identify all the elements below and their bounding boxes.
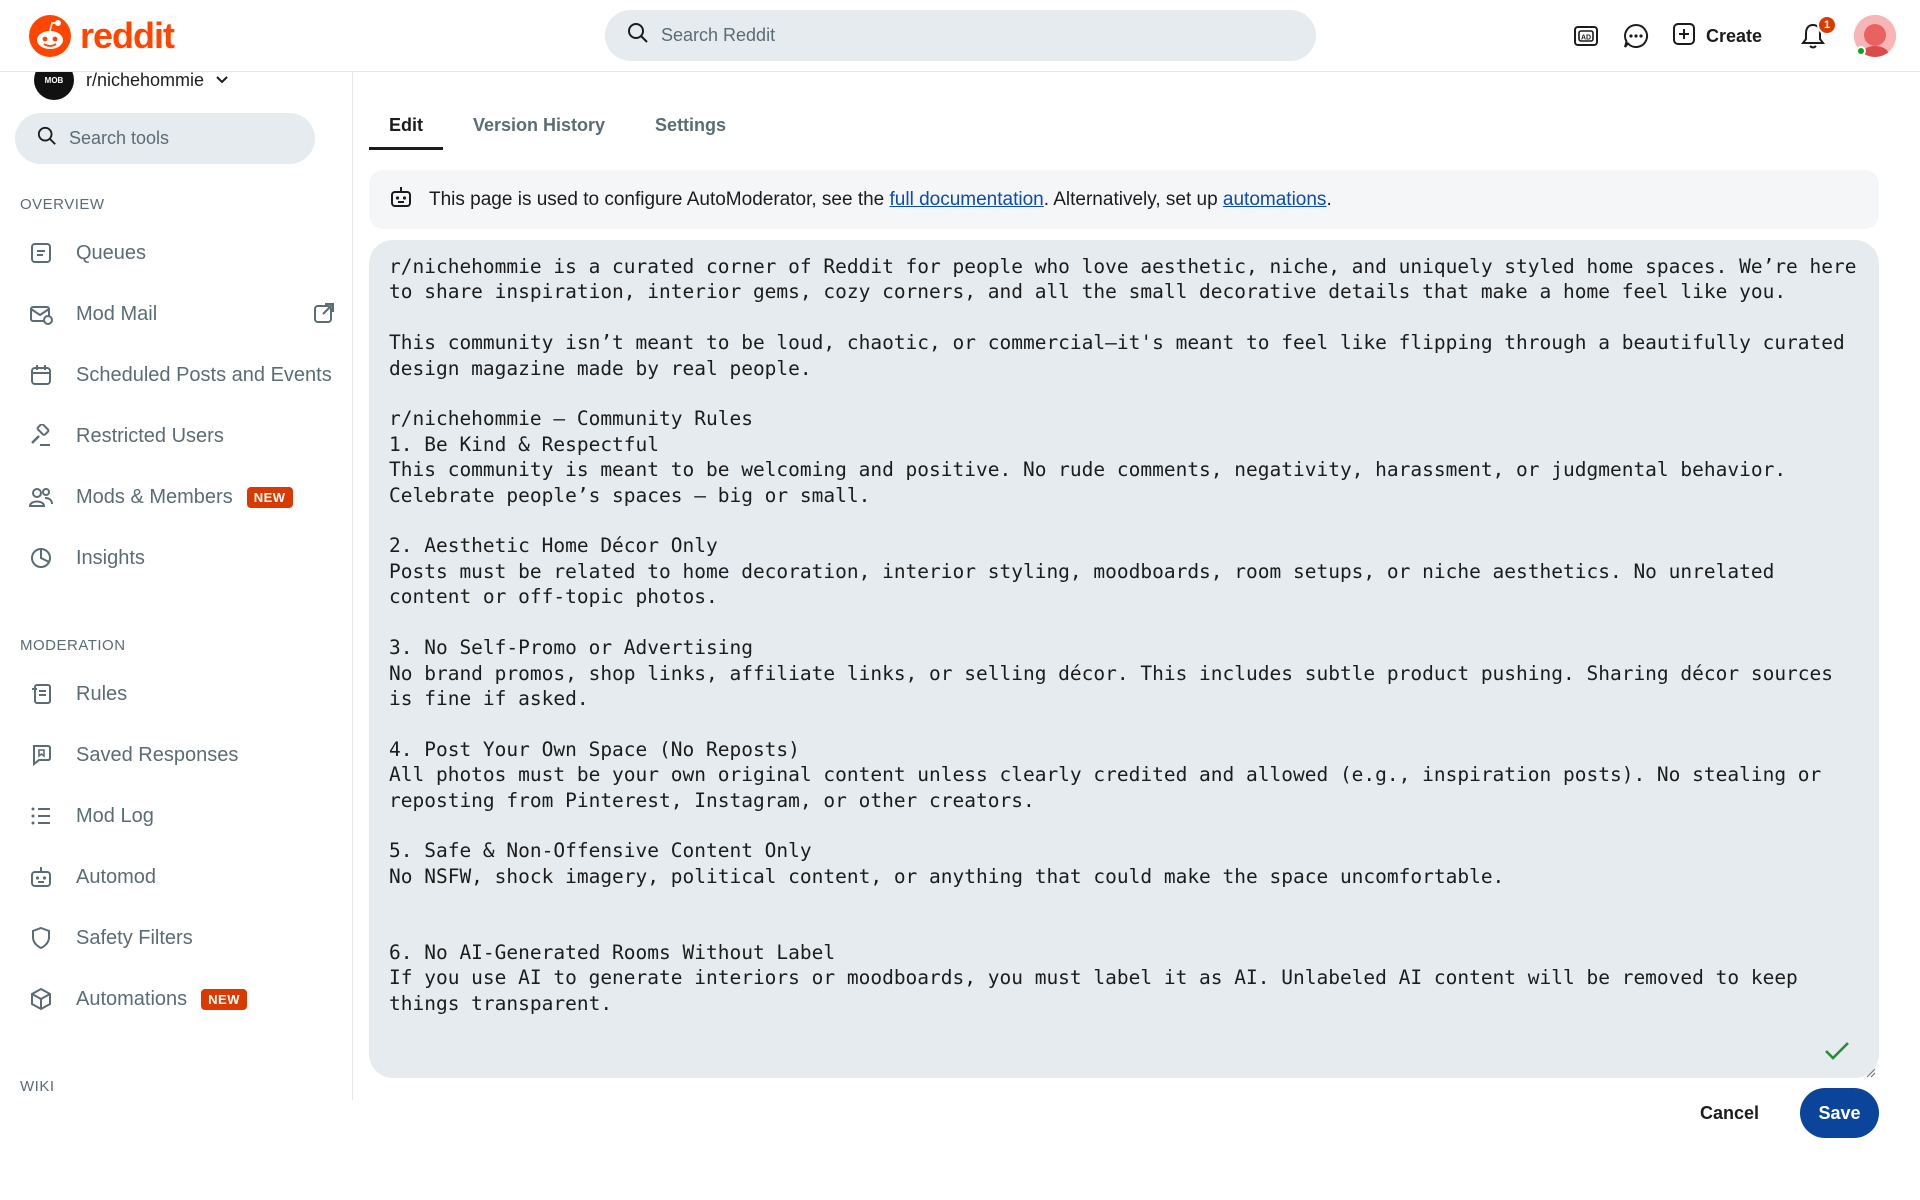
external-link-icon[interactable] [312, 301, 336, 331]
tools-search-input[interactable] [69, 128, 299, 149]
sidebar-item-safety-filters[interactable] [0, 912, 352, 964]
robot-icon [389, 185, 413, 215]
sidebar-item-mod-log[interactable] [0, 790, 352, 842]
sidebar-item-restricted-users[interactable] [0, 410, 352, 462]
plus-icon [1672, 22, 1696, 51]
sidebar-item-scheduled-posts[interactable] [0, 349, 352, 401]
chart-icon [28, 545, 54, 571]
search-icon [37, 126, 57, 151]
svg-text:AD: AD [1580, 34, 1592, 42]
advertise-icon[interactable] [1567, 17, 1605, 55]
section-title-wiki: WIKI [20, 1078, 55, 1095]
sidebar-item-label: Automations [76, 987, 188, 1010]
sidebar-item-label: Insights [76, 546, 145, 569]
members-icon [28, 484, 54, 510]
resize-handle-icon[interactable] [1866, 1065, 1876, 1083]
sidebar-item-mod-mail[interactable] [0, 288, 352, 340]
tab-settings[interactable]: Settings [655, 114, 727, 135]
shield-icon [28, 925, 54, 951]
saved-responses-icon [28, 742, 54, 768]
create-label: Create [1706, 25, 1763, 46]
sidebar-item-saved-responses[interactable] [0, 729, 352, 781]
automod-config-editor [369, 240, 1879, 1078]
snoo-icon [28, 14, 72, 58]
sidebar-item-label: Mods & Members [76, 485, 233, 508]
search-icon [627, 22, 649, 49]
online-status-dot [1856, 46, 1866, 56]
queue-icon [28, 240, 54, 266]
community-switcher[interactable] [34, 72, 228, 100]
tab-edit[interactable]: Edit [369, 100, 443, 150]
chevron-down-icon [216, 72, 228, 89]
calendar-icon [28, 362, 54, 388]
banner-text: This page is used to configure AutoModerator, see the full documentation. Alternatively, set up automations. [429, 188, 1332, 210]
sidebar-item-label: Queues [76, 241, 147, 264]
sidebar-item-label: Safety Filters [76, 926, 193, 949]
full-documentation-link[interactable]: full documentation [889, 188, 1044, 210]
new-badge: NEW [247, 487, 293, 508]
sidebar-item-label: Mod Mail [76, 302, 158, 325]
tab-bar [369, 100, 756, 150]
sidebar-item-label: Scheduled Posts and Events [76, 363, 332, 386]
save-button[interactable]: Save [1800, 1088, 1879, 1138]
sidebar-item-mods-members[interactable] [0, 471, 352, 523]
new-badge: NEW [201, 989, 247, 1010]
automod-info-banner [369, 170, 1879, 229]
robot-icon [28, 864, 54, 890]
reddit-logo[interactable] [28, 14, 174, 58]
sidebar-item-label: Saved Responses [76, 743, 239, 766]
list-icon [28, 803, 54, 829]
sidebar-item-label: Mod Log [76, 804, 154, 827]
chat-icon[interactable] [1617, 17, 1655, 55]
community-name: r/nichehommie [86, 72, 205, 90]
community-avatar: MOB [34, 72, 74, 100]
cancel-button[interactable]: Cancel [1680, 1088, 1779, 1138]
config-textarea[interactable] [389, 254, 1859, 1064]
mail-icon [28, 301, 54, 327]
search-input[interactable] [661, 25, 1261, 46]
create-button[interactable] [1672, 17, 1762, 55]
automations-link[interactable]: automations [1222, 188, 1327, 210]
section-title-overview: OVERVIEW [20, 196, 105, 213]
sidebar-item-label: Automod [76, 865, 157, 888]
sidebar-item-automod[interactable] [0, 851, 352, 903]
notification-badge: 1 [1817, 15, 1837, 35]
tab-version-history[interactable]: Version History [473, 114, 606, 135]
rules-icon [28, 681, 54, 707]
sidebar-item-queues[interactable] [0, 227, 352, 279]
top-header [0, 0, 1920, 72]
mod-sidebar [0, 72, 353, 1100]
section-title-moderation: MODERATION [20, 637, 126, 654]
sidebar-item-rules[interactable] [0, 668, 352, 720]
search-bar[interactable] [605, 10, 1316, 61]
sidebar-item-label: Rules [76, 682, 128, 705]
tools-search[interactable] [15, 113, 315, 164]
hammer-icon [28, 423, 54, 449]
checkmark-icon [1823, 1040, 1851, 1067]
sidebar-item-automations[interactable] [0, 973, 352, 1025]
logo-wordmark: reddit [80, 15, 175, 56]
sidebar-item-insights[interactable] [0, 532, 352, 584]
sidebar-item-label: Restricted Users [76, 424, 224, 447]
cube-icon [28, 986, 54, 1012]
